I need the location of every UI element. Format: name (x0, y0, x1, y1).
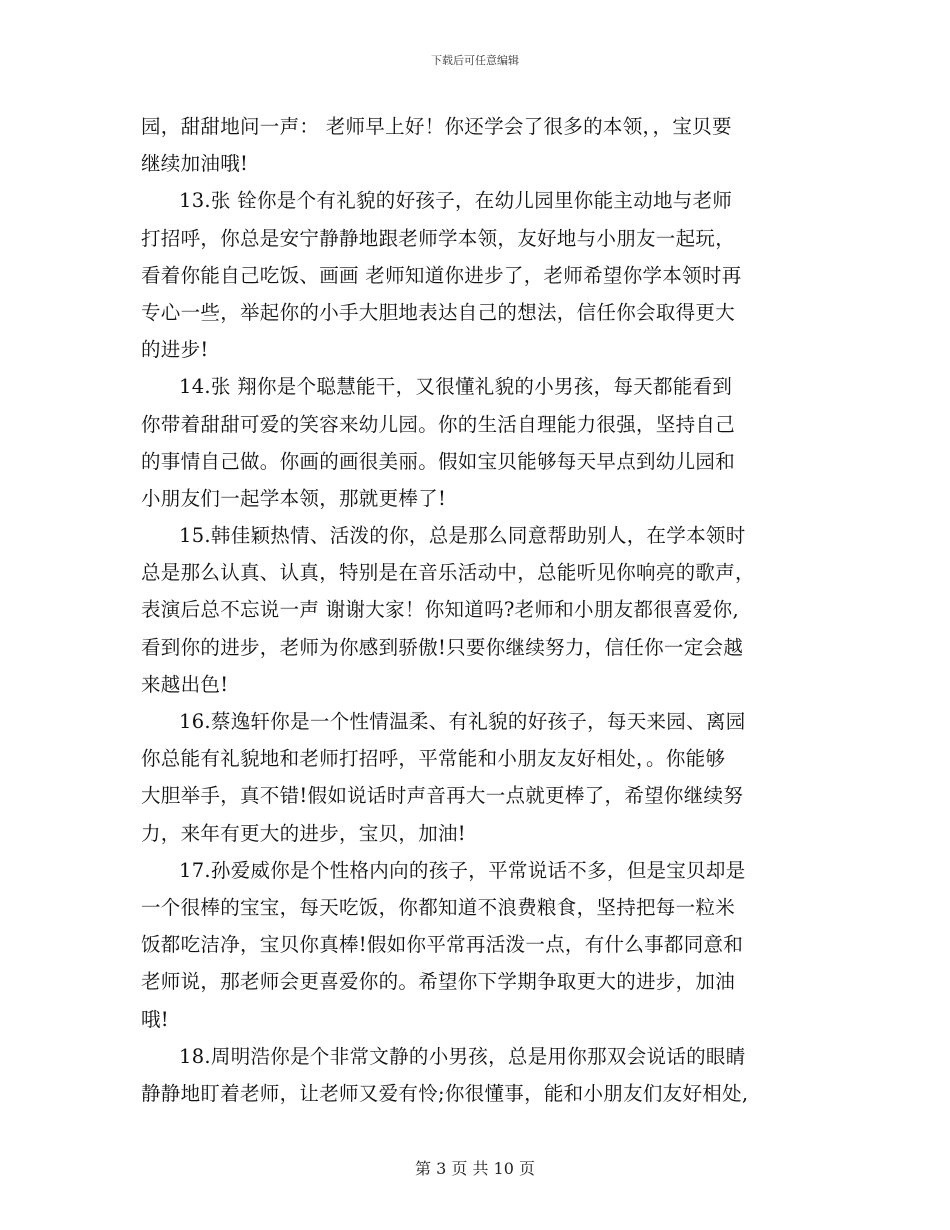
text-line: 打招呼，你总是安宁静静地跟老师学本领，友好地与小朋友一起玩， (141, 226, 736, 250)
text-line: 看到你的进步，老师为你感到骄傲!只要你继续努力，信任你一定会越 (141, 635, 744, 659)
text-line: 一个很棒的宝宝，每天吃饭，你都知道不浪费粮食，坚持把每一粒米 (141, 895, 736, 919)
paragraph-start-16: 16.蔡逸轩你是一个性情温柔、有礼貌的好孩子，每天来园、离园 (179, 710, 746, 733)
text-line: 大胆举手，真不错!假如说话时声音再大一点就更棒了，希望你继续努 (141, 784, 744, 808)
paragraph-start-13: 13.张 铨你是个有礼貌的好孩子，在幼儿园里你能主动地与老师 (179, 189, 733, 213)
text-line: 专心一些，举起你的小手大胆地表达自己的想法，信任你会取得更大 (141, 300, 736, 324)
text-line: 你总能有礼貌地和老师打招呼，平常能和小朋友友好相处，。你能够 (141, 747, 726, 771)
text-line: 看着你能自己吃饭、画画 老师知道你进步了，老师希望你学本领时再 (141, 263, 742, 287)
text-line: 哦! (141, 1007, 169, 1031)
text-line: 继续加油哦! (141, 152, 249, 176)
paragraph-start-18: 18.周明浩你是个非常文静的小男孩，总是用你那双会说话的眼睛 (179, 1044, 746, 1068)
text-line: 你带着甜甜可爱的笑容来幼儿园。你的生活自理能力很强，坚持自己 (141, 412, 736, 436)
text-line: 老师说，那老师会更喜爱你的。希望你下学期争取更大的进步，加油 (141, 970, 736, 994)
text-line: 来越出色! (141, 672, 229, 696)
text-line: 园，甜甜地问一声： 老师早上好！你还学会了很多的本领，，宝贝要 (141, 115, 732, 138)
page-footer: 第 3 页 共 10 页 (415, 1159, 535, 1178)
text-line: 表演后总不忘说一声 谢谢大家！你知道吗?老师和小朋友都很喜爱你, (141, 598, 739, 622)
text-line: 的进步! (141, 338, 209, 362)
text-line: 力，来年有更大的进步，宝贝，加油! (141, 821, 466, 845)
text-line: 的事情自己做。你画的画很美丽。假如宝贝能够每天早点到幼儿园和 (141, 449, 736, 473)
document-body (141, 108, 821, 1112)
paragraph-start-14: 14.张 翔你是个聪慧能干，又很懂礼貌的小男孩，每天都能看到 (179, 375, 733, 399)
text-line: 静静地盯着老师，让老师又爱有怜;你很懂事，能和小朋友们友好相处, (141, 1081, 749, 1105)
text-line: 总是那么认真、认真，特别是在音乐活动中，总能听见你响亮的歌声， (141, 561, 755, 585)
page-header: 下载后可任意编辑 (431, 54, 519, 67)
text-line: 小朋友们一起学本领，那就更棒了! (141, 486, 447, 510)
text-line: 饭都吃洁净，宝贝你真棒!假如你平常再活泼一点，有什么事都同意和 (141, 933, 744, 957)
paragraph-start-17: 17.孙爱威你是个性格内向的孩子，平常说话不多，但是宝贝却是 (179, 858, 746, 882)
paragraph-start-15: 15.韩佳颖热情、活泼的你，总是那么同意帮助别人，在学本领时 (179, 524, 746, 548)
